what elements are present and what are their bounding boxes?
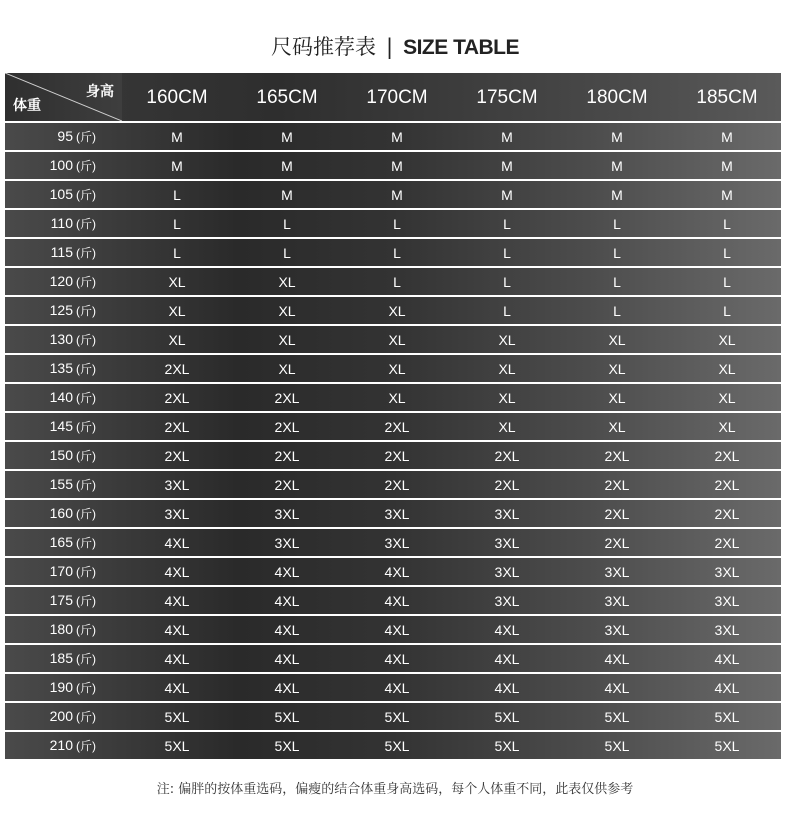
size-cell: L <box>723 274 731 290</box>
weight-cell <box>5 616 122 643</box>
page-title <box>0 31 790 64</box>
size-cell: L <box>503 245 511 261</box>
size-cell: 4XL <box>164 680 190 696</box>
weight-unit: (斤) <box>76 739 96 753</box>
size-cell: 3XL <box>164 477 190 493</box>
size-cell: XL <box>278 303 296 319</box>
size-cell: 4XL <box>164 564 190 580</box>
weight-cell <box>5 442 122 469</box>
size-cell: L <box>173 187 181 203</box>
size-cell: M <box>171 129 183 145</box>
size-cell: XL <box>498 390 516 406</box>
height-header-cell: 170CM <box>366 87 428 108</box>
size-cell: M <box>611 187 623 203</box>
weight-cell <box>5 181 122 208</box>
size-cell: 2XL <box>274 448 300 464</box>
table-row <box>5 587 781 614</box>
weight-value: 160 <box>49 505 73 521</box>
weight-unit: (斤) <box>76 304 96 318</box>
size-cell: XL <box>608 332 626 348</box>
size-cell: 4XL <box>604 680 630 696</box>
table-header-row <box>5 73 781 123</box>
size-cell: L <box>503 303 511 319</box>
size-cell: 2XL <box>604 477 630 493</box>
weight-unit: (斤) <box>76 217 96 231</box>
size-cell: 5XL <box>384 709 410 725</box>
height-header-cell: 180CM <box>586 87 648 108</box>
weight-unit: (斤) <box>76 681 96 695</box>
size-cell: 2XL <box>714 448 740 464</box>
table-row <box>5 413 781 440</box>
size-cell: 2XL <box>274 477 300 493</box>
size-cell: L <box>283 245 291 261</box>
weight-unit: (斤) <box>76 362 96 376</box>
title-english: SIZE TABLE <box>403 36 520 59</box>
weight-value: 210 <box>49 737 73 753</box>
weight-value: 165 <box>49 534 73 550</box>
weight-cell <box>5 152 122 179</box>
size-cell: 3XL <box>384 506 410 522</box>
size-cell: 4XL <box>164 593 190 609</box>
size-cell: 4XL <box>274 651 300 667</box>
size-cell: L <box>283 216 291 232</box>
weight-unit: (斤) <box>76 188 96 202</box>
weight-cell <box>5 674 122 701</box>
table-corner-cell <box>5 73 122 121</box>
size-cell: 3XL <box>164 506 190 522</box>
size-cell: M <box>721 129 733 145</box>
size-cell: 3XL <box>494 535 520 551</box>
size-cell: 5XL <box>164 738 190 754</box>
weight-value: 105 <box>49 186 73 202</box>
table-row <box>5 355 781 382</box>
size-cell: XL <box>168 274 186 290</box>
size-cell: 4XL <box>384 564 410 580</box>
table-row <box>5 471 781 498</box>
size-cell: XL <box>498 361 516 377</box>
weight-value: 145 <box>49 418 73 434</box>
weight-value: 120 <box>49 273 73 289</box>
size-cell: 2XL <box>164 448 190 464</box>
size-cell: 4XL <box>384 680 410 696</box>
weight-cell <box>5 384 122 411</box>
size-cell: M <box>721 158 733 174</box>
weight-cell <box>5 355 122 382</box>
size-cell: XL <box>278 361 296 377</box>
weight-value: 135 <box>49 360 73 376</box>
size-cell: M <box>391 187 403 203</box>
size-cell: 4XL <box>494 680 520 696</box>
table-row <box>5 326 781 353</box>
size-cell: 3XL <box>714 564 740 580</box>
weight-cell <box>5 326 122 353</box>
table-row <box>5 732 781 759</box>
weight-cell <box>5 703 122 730</box>
height-header-cell: 160CM <box>146 87 208 108</box>
size-cell: 5XL <box>494 738 520 754</box>
weight-unit: (斤) <box>76 420 96 434</box>
size-cell: 3XL <box>274 535 300 551</box>
weight-cell <box>5 558 122 585</box>
weight-value: 185 <box>49 650 73 666</box>
weight-value: 115 <box>50 244 73 260</box>
weight-value: 200 <box>49 708 73 724</box>
table-row <box>5 123 781 150</box>
size-cell: 4XL <box>164 651 190 667</box>
size-cell: 4XL <box>274 680 300 696</box>
weight-unit: (斤) <box>76 478 96 492</box>
weight-unit: (斤) <box>76 507 96 521</box>
weight-value: 100 <box>49 157 73 173</box>
table-row <box>5 152 781 179</box>
weight-cell <box>5 268 122 295</box>
weight-value: 150 <box>49 447 73 463</box>
size-cell: L <box>723 216 731 232</box>
size-cell: M <box>281 129 293 145</box>
size-cell: XL <box>388 361 406 377</box>
weight-value: 155 <box>49 476 73 492</box>
size-cell: M <box>501 187 513 203</box>
height-axis-label: 身高 <box>86 84 114 100</box>
size-cell: 5XL <box>604 709 630 725</box>
height-header-cell: 185CM <box>696 87 758 108</box>
size-cell: 2XL <box>384 448 410 464</box>
size-cell: XL <box>608 390 626 406</box>
weight-cell <box>5 529 122 556</box>
size-cell: L <box>613 274 621 290</box>
table-row <box>5 703 781 730</box>
size-cell: M <box>171 158 183 174</box>
size-cell: XL <box>388 332 406 348</box>
size-cell: XL <box>278 332 296 348</box>
table-row <box>5 442 781 469</box>
table-row <box>5 500 781 527</box>
size-cell: M <box>281 158 293 174</box>
table-row <box>5 210 781 237</box>
weight-unit: (斤) <box>76 246 96 260</box>
size-cell: M <box>281 187 293 203</box>
weight-unit: (斤) <box>76 710 96 724</box>
weight-value: 125 <box>49 302 73 318</box>
size-cell: 2XL <box>714 477 740 493</box>
weight-unit: (斤) <box>76 275 96 289</box>
title-chinese: 尺码推荐表 <box>270 35 376 59</box>
size-cell: 4XL <box>604 651 630 667</box>
weight-cell <box>5 500 122 527</box>
weight-value: 95 <box>57 128 73 144</box>
size-cell: XL <box>168 303 186 319</box>
weight-cell <box>5 239 122 266</box>
size-cell: 4XL <box>384 593 410 609</box>
weight-unit: (斤) <box>76 333 96 347</box>
table-row <box>5 529 781 556</box>
size-cell: 4XL <box>494 651 520 667</box>
weight-value: 180 <box>49 621 73 637</box>
size-cell: L <box>393 245 401 261</box>
weight-unit: (斤) <box>76 130 96 144</box>
size-cell: 3XL <box>714 622 740 638</box>
size-cell: 2XL <box>714 535 740 551</box>
weight-value: 140 <box>49 389 73 405</box>
size-cell: 4XL <box>164 535 190 551</box>
size-cell: XL <box>388 303 406 319</box>
size-cell: XL <box>278 274 296 290</box>
size-cell: XL <box>388 390 406 406</box>
size-cell: M <box>501 129 513 145</box>
size-cell: 2XL <box>604 535 630 551</box>
weight-cell <box>5 732 122 759</box>
height-header-cell: 175CM <box>476 87 538 108</box>
size-cell: 5XL <box>274 709 300 725</box>
table-row <box>5 384 781 411</box>
size-cell: 3XL <box>604 593 630 609</box>
size-cell: 5XL <box>604 738 630 754</box>
table-row <box>5 268 781 295</box>
table-row <box>5 616 781 643</box>
size-cell: 2XL <box>604 506 630 522</box>
size-cell: 2XL <box>164 361 190 377</box>
size-cell: L <box>723 245 731 261</box>
size-cell: 2XL <box>384 477 410 493</box>
size-cell: 5XL <box>714 738 740 754</box>
table-row <box>5 645 781 672</box>
size-cell: 3XL <box>274 506 300 522</box>
size-cell: M <box>501 158 513 174</box>
size-cell: 5XL <box>384 738 410 754</box>
weight-cell <box>5 587 122 614</box>
weight-axis-label: 体重 <box>13 98 41 114</box>
table-row <box>5 239 781 266</box>
size-cell: L <box>393 216 401 232</box>
weight-unit: (斤) <box>76 623 96 637</box>
size-cell: 2XL <box>274 419 300 435</box>
size-cell: 2XL <box>384 419 410 435</box>
size-cell: L <box>503 274 511 290</box>
size-cell: L <box>613 303 621 319</box>
size-cell: 3XL <box>494 564 520 580</box>
size-cell: XL <box>718 419 736 435</box>
size-cell: XL <box>718 332 736 348</box>
weight-value: 170 <box>49 563 73 579</box>
size-cell: L <box>393 274 401 290</box>
size-cell: 4XL <box>494 622 520 638</box>
size-cell: L <box>613 245 621 261</box>
size-cell: M <box>611 129 623 145</box>
weight-unit: (斤) <box>76 159 96 173</box>
size-cell: M <box>391 129 403 145</box>
weight-value: 130 <box>49 331 73 347</box>
table-row <box>5 674 781 701</box>
size-cell: 5XL <box>494 709 520 725</box>
size-cell: 4XL <box>164 622 190 638</box>
size-cell: L <box>613 216 621 232</box>
size-cell: 4XL <box>274 593 300 609</box>
weight-cell <box>5 471 122 498</box>
weight-unit: (斤) <box>76 652 96 666</box>
size-cell: L <box>173 216 181 232</box>
size-cell: XL <box>718 390 736 406</box>
size-cell: XL <box>498 332 516 348</box>
size-cell: 4XL <box>274 564 300 580</box>
weight-value: 110 <box>50 215 73 231</box>
size-cell: 2XL <box>164 419 190 435</box>
table-row <box>5 297 781 324</box>
weight-cell <box>5 123 122 150</box>
weight-unit: (斤) <box>76 536 96 550</box>
weight-unit: (斤) <box>76 449 96 463</box>
size-cell: 4XL <box>714 651 740 667</box>
size-cell: 3XL <box>494 593 520 609</box>
size-cell: 3XL <box>604 622 630 638</box>
weight-value: 190 <box>49 679 73 695</box>
table-row <box>5 558 781 585</box>
size-cell: M <box>721 187 733 203</box>
size-cell: 2XL <box>714 506 740 522</box>
title-separator: | <box>385 35 394 59</box>
size-cell: XL <box>608 361 626 377</box>
size-cell: M <box>611 158 623 174</box>
weight-cell <box>5 210 122 237</box>
size-cell: 2XL <box>274 390 300 406</box>
size-cell: L <box>723 303 731 319</box>
size-cell: XL <box>608 419 626 435</box>
size-table <box>5 73 781 759</box>
size-cell: L <box>503 216 511 232</box>
size-cell: 4XL <box>274 622 300 638</box>
weight-cell <box>5 297 122 324</box>
size-cell: 5XL <box>164 709 190 725</box>
size-cell: 4XL <box>384 651 410 667</box>
size-cell: 4XL <box>714 680 740 696</box>
size-cell: XL <box>168 332 186 348</box>
size-cell: 4XL <box>384 622 410 638</box>
size-cell: 2XL <box>494 448 520 464</box>
size-cell: 3XL <box>714 593 740 609</box>
size-cell: XL <box>718 361 736 377</box>
size-cell: 5XL <box>274 738 300 754</box>
size-cell: 3XL <box>494 506 520 522</box>
size-cell: 2XL <box>604 448 630 464</box>
size-cell: 3XL <box>604 564 630 580</box>
weight-cell <box>5 413 122 440</box>
weight-unit: (斤) <box>76 391 96 405</box>
weight-unit: (斤) <box>76 565 96 579</box>
size-cell: L <box>173 245 181 261</box>
weight-value: 175 <box>49 592 73 608</box>
table-row <box>5 181 781 208</box>
size-cell: XL <box>498 419 516 435</box>
size-cell: M <box>391 158 403 174</box>
size-cell: 5XL <box>714 709 740 725</box>
footnote: 注: 偏胖的按体重选码，偏瘦的结合体重身高选码，每个人体重不同，此表仅供参考 <box>156 782 634 797</box>
size-cell: 2XL <box>164 390 190 406</box>
weight-unit: (斤) <box>76 594 96 608</box>
size-cell: 2XL <box>494 477 520 493</box>
size-cell: 3XL <box>384 535 410 551</box>
height-header-cell: 165CM <box>256 87 318 108</box>
weight-cell <box>5 645 122 672</box>
